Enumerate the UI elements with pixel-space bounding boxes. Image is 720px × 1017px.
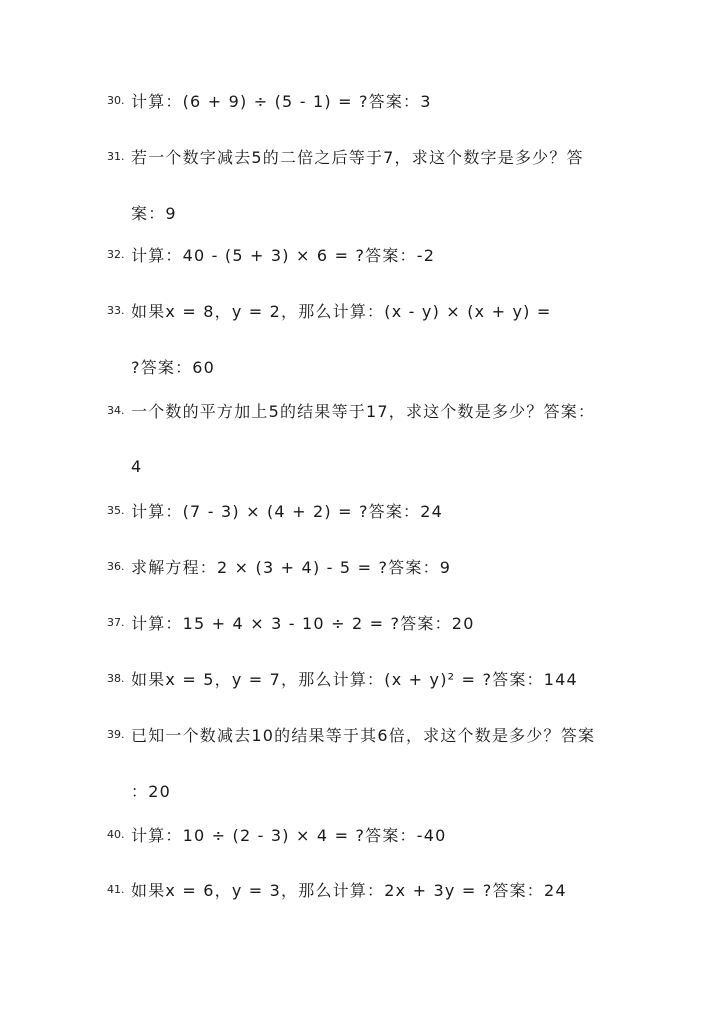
question-32 <box>107 226 637 282</box>
question-number: 30. <box>107 93 125 107</box>
question-text: 计算：(6 + 9) ÷ (5 - 1) = ?答案：3 <box>131 91 432 111</box>
question-text: 如果x = 5，y = 7，那么计算：(x + y)² = ?答案：144 <box>131 669 578 689</box>
question-number: 31. <box>107 149 125 163</box>
question-text: 计算：40 - (5 + 3) × 6 = ?答案：-2 <box>131 245 436 265</box>
question-text-continued: ：20 <box>131 781 171 801</box>
question-text: 若一个数字减去5的二倍之后等于7，求这个数字是多少？答 <box>131 147 584 167</box>
question-number: 38. <box>107 671 125 685</box>
question-number: 40. <box>107 827 125 841</box>
question-text-continued: 4 <box>131 456 143 476</box>
question-number: 35. <box>107 503 125 517</box>
question-number: 33. <box>107 303 125 317</box>
question-text: 求解方程：2 × (3 + 4) - 5 = ?答案：9 <box>131 557 452 577</box>
question-35 <box>107 482 637 538</box>
question-41 <box>107 861 637 917</box>
question-33 <box>107 282 637 394</box>
question-34 <box>107 382 637 494</box>
question-37 <box>107 594 637 650</box>
question-text: 计算：15 + 4 × 3 - 10 ÷ 2 = ?答案：20 <box>131 613 475 633</box>
question-number: 32. <box>107 247 125 261</box>
question-text: 计算：(7 - 3) × (4 + 2) = ?答案：24 <box>131 501 444 521</box>
question-number: 39. <box>107 727 125 741</box>
question-text-continued: 案：9 <box>131 203 177 223</box>
question-39 <box>107 706 637 818</box>
question-number: 41. <box>107 882 125 896</box>
question-number: 37. <box>107 615 125 629</box>
question-text: 计算：10 ÷ (2 - 3) × 4 = ?答案：-40 <box>131 825 447 845</box>
question-30 <box>107 72 637 128</box>
question-number: 34. <box>107 403 125 417</box>
question-text: 如果x = 8，y = 2，那么计算：(x - y) × (x + y) = <box>131 301 552 321</box>
question-36 <box>107 538 637 594</box>
question-number: 36. <box>107 559 125 573</box>
question-text: 一个数的平方加上5的结果等于17，求这个数是多少？答案： <box>131 401 596 421</box>
question-40 <box>107 806 637 862</box>
question-31 <box>107 128 637 240</box>
question-text: 如果x = 6，y = 3，那么计算：2x + 3y = ?答案：24 <box>131 880 567 900</box>
question-text: 已知一个数减去10的结果等于其6倍，求这个数是多少？答案 <box>131 725 596 745</box>
question-text-continued: ?答案：60 <box>131 357 216 377</box>
question-38 <box>107 650 637 706</box>
